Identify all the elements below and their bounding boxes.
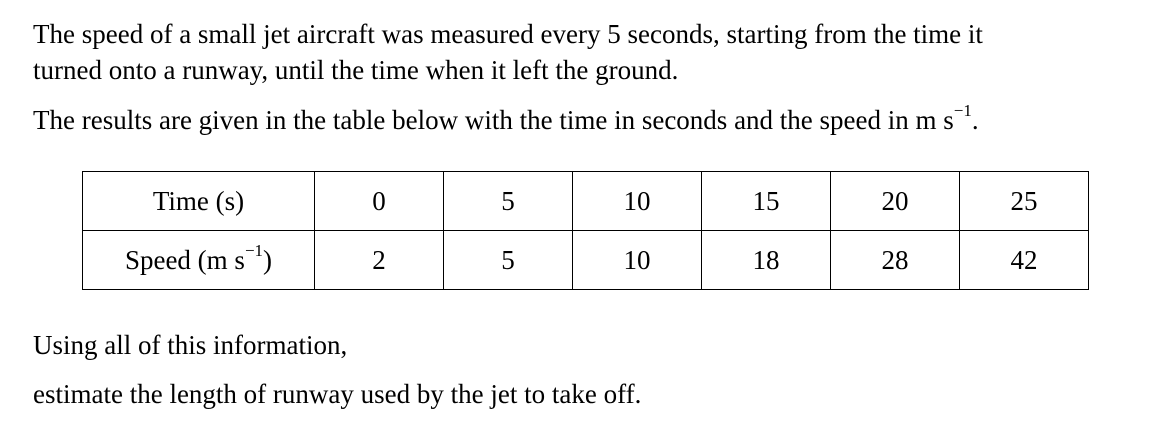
time-header-cell: Time (s) [83, 172, 315, 231]
time-cell: 0 [315, 172, 444, 231]
results-text: The results are given in the table below with the time in seconds and the speed in m s [33, 105, 954, 135]
results-end: . [971, 105, 979, 135]
speed-cell: 5 [444, 231, 573, 290]
instruction-line-1: Using all of this information, [33, 330, 348, 360]
speed-cell: 42 [960, 231, 1089, 290]
intro-line-1: The speed of a small jet aircraft was measured every 5 seconds, starting from the time it [33, 19, 983, 49]
intro-line-2: turned onto a runway, until the time when it left the ground. [33, 55, 679, 85]
speed-label-exponent: −1 [244, 240, 264, 260]
time-speed-table [82, 171, 1089, 290]
time-cell: 25 [960, 172, 1089, 231]
speed-cell: 2 [315, 231, 444, 290]
instruction-line-2: estimate the length of runway used by the jet to take off. [33, 379, 642, 409]
table-row-speed [83, 231, 1089, 290]
results-unit-exponent: −1 [953, 101, 972, 120]
speed-cell: 10 [573, 231, 702, 290]
table-row-time [83, 172, 1089, 231]
time-cell: 5 [444, 172, 573, 231]
speed-label-suffix: ) [263, 244, 273, 275]
speed-cell: 18 [702, 231, 831, 290]
time-cell: 15 [702, 172, 831, 231]
speed-cell: 28 [831, 231, 960, 290]
results-description [33, 101, 979, 137]
speed-label-prefix: Speed (m s [124, 244, 245, 275]
speed-header-cell [83, 231, 315, 290]
time-cell: 20 [831, 172, 960, 231]
time-cell: 10 [573, 172, 702, 231]
